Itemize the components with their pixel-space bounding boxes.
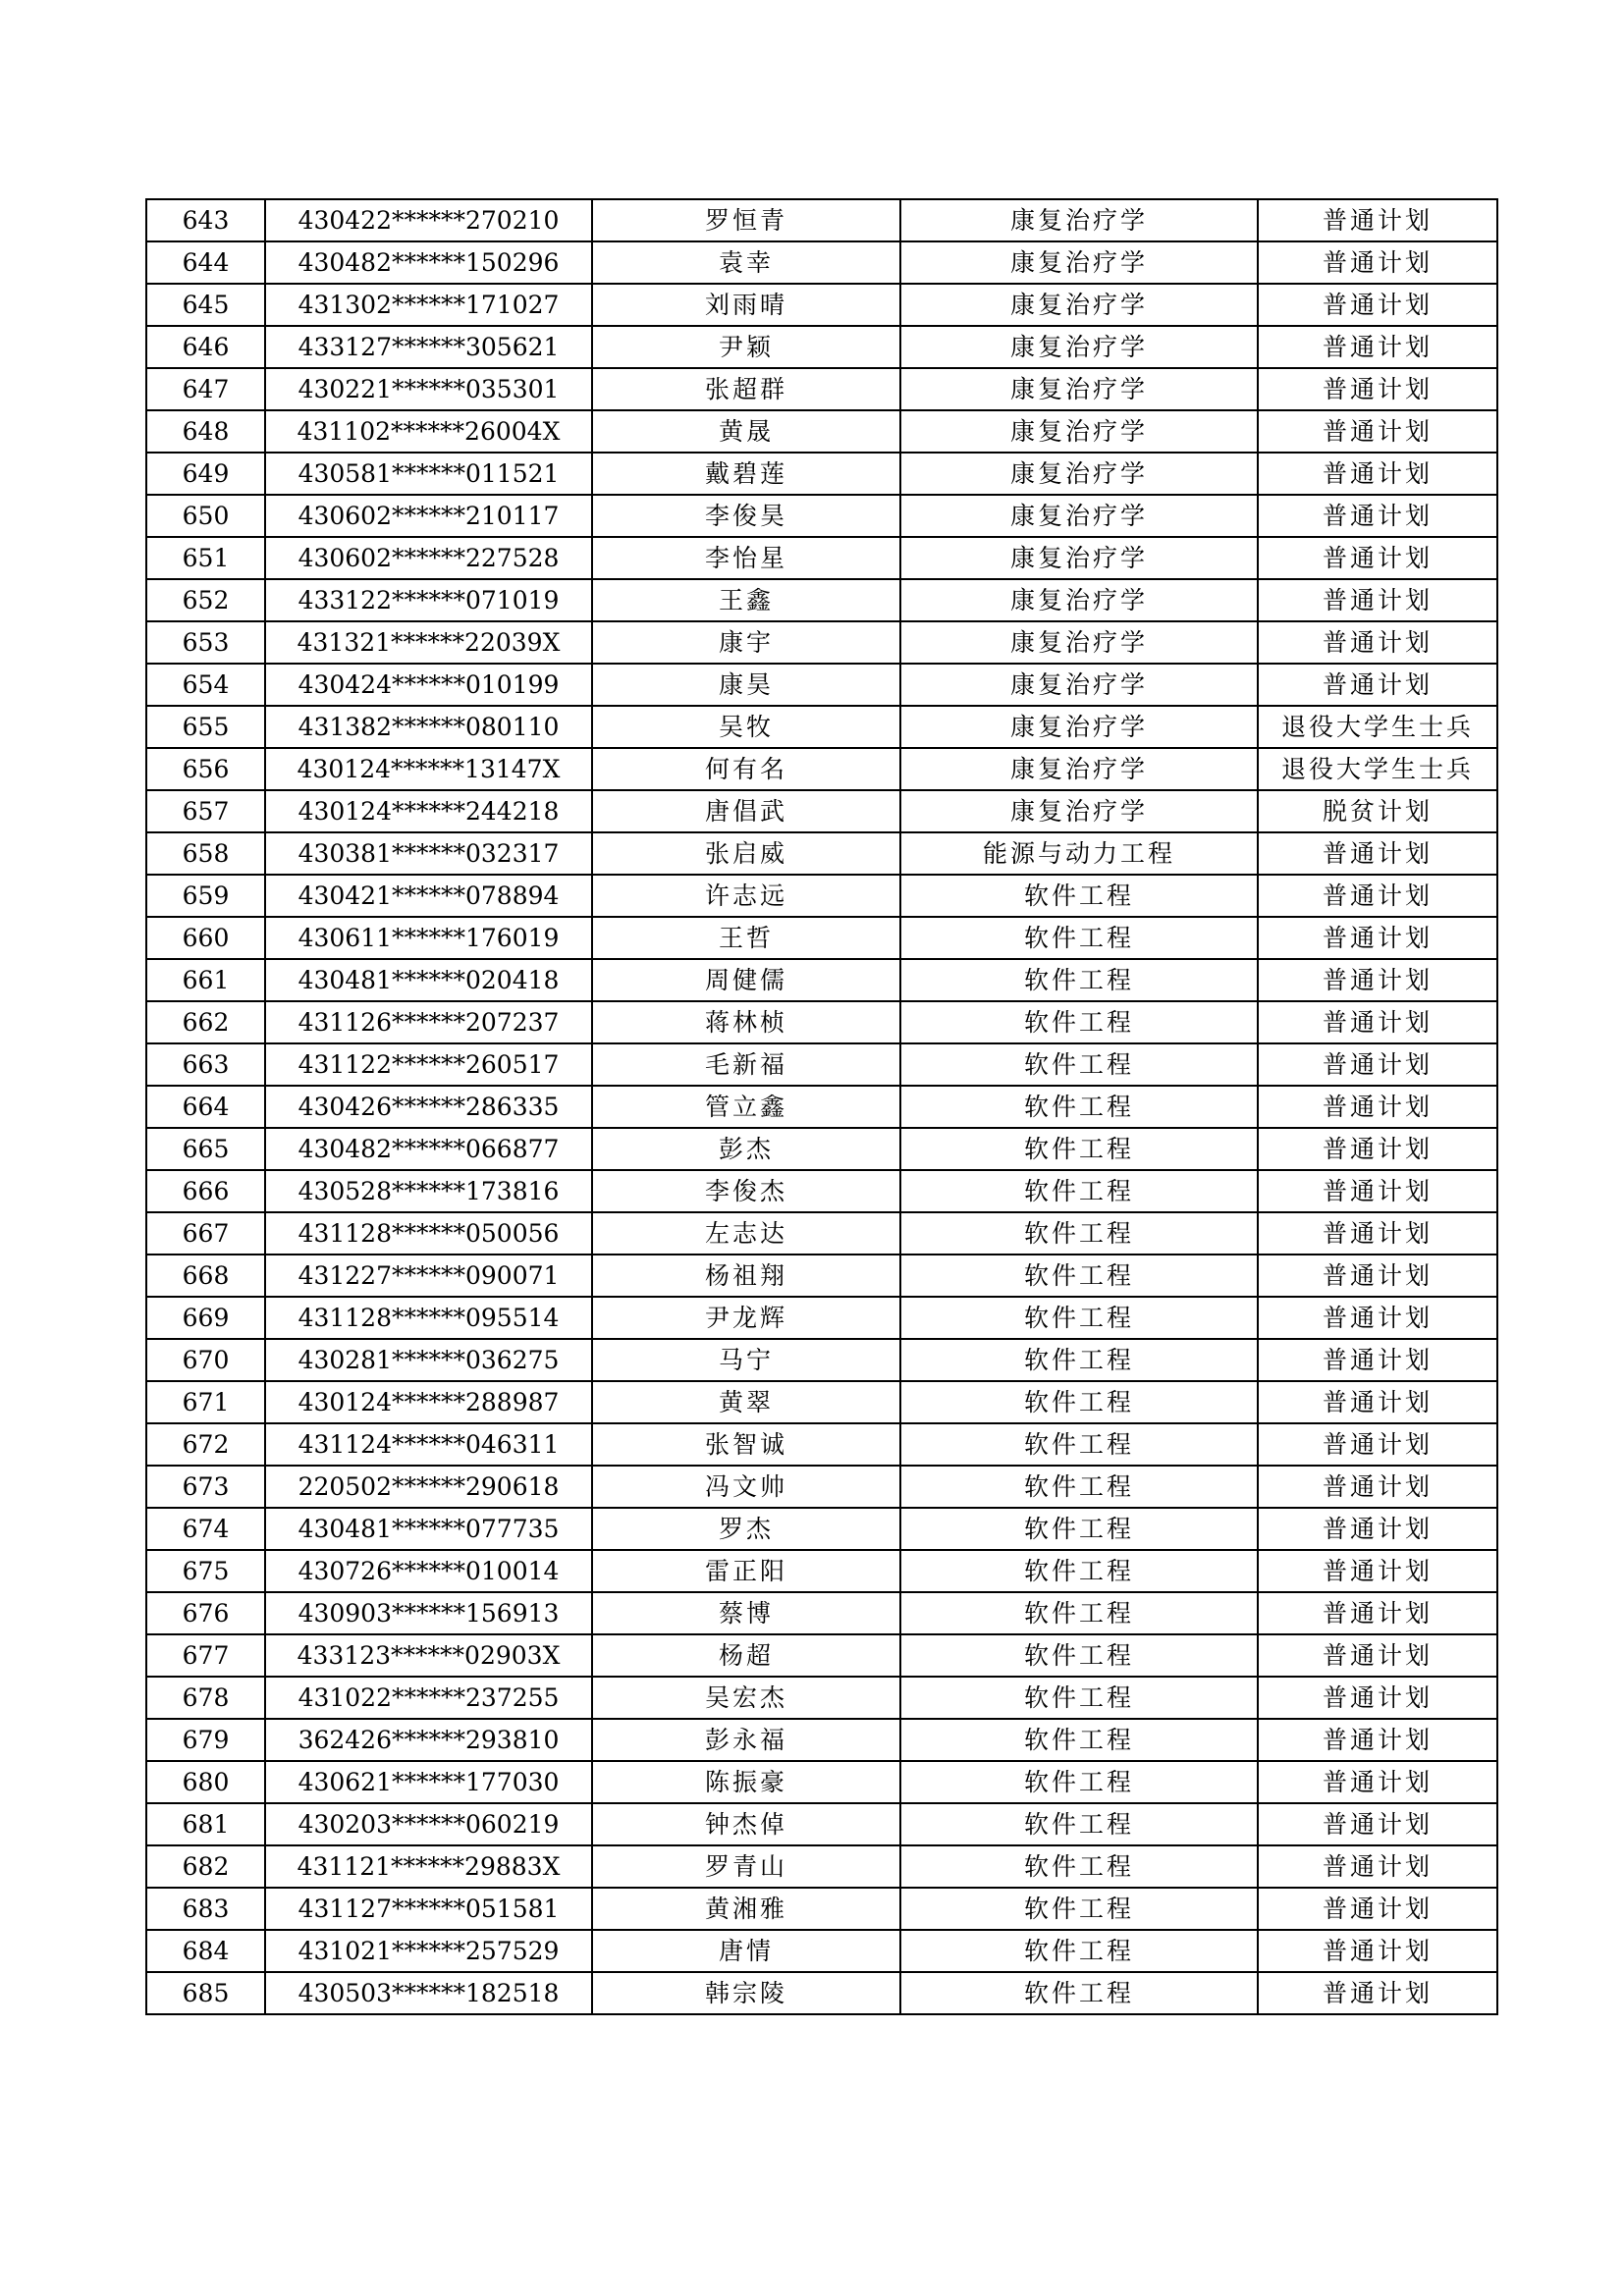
table-row <box>146 875 1497 917</box>
id-number-cell: 431122******260517 <box>265 1043 592 1086</box>
student-name-cell: 黄翠 <box>592 1381 900 1423</box>
row-number-cell: 677 <box>146 1634 265 1677</box>
id-number-cell: 430726******010014 <box>265 1550 592 1592</box>
id-number-cell: 430281******036275 <box>265 1339 592 1381</box>
id-number-cell: 433127******305621 <box>265 326 592 368</box>
table-row <box>146 1128 1497 1170</box>
student-name-cell: 彭永福 <box>592 1719 900 1761</box>
id-number-cell: 430602******227528 <box>265 537 592 579</box>
admission-plan-cell: 普通计划 <box>1258 1803 1497 1845</box>
admission-plan-cell: 普通计划 <box>1258 664 1497 706</box>
major-cell: 软件工程 <box>900 1339 1258 1381</box>
student-name-cell: 彭杰 <box>592 1128 900 1170</box>
table-row <box>146 1972 1497 2014</box>
table-row <box>146 1677 1497 1719</box>
id-number-cell: 433122******071019 <box>265 579 592 621</box>
row-number-cell: 661 <box>146 959 265 1001</box>
admission-plan-cell: 普通计划 <box>1258 199 1497 241</box>
row-number-cell: 645 <box>146 284 265 326</box>
major-cell: 软件工程 <box>900 1170 1258 1212</box>
major-cell: 康复治疗学 <box>900 453 1258 495</box>
major-cell: 软件工程 <box>900 917 1258 959</box>
major-cell: 软件工程 <box>900 1381 1258 1423</box>
table-row <box>146 1339 1497 1381</box>
major-cell: 软件工程 <box>900 959 1258 1001</box>
student-name-cell: 尹龙辉 <box>592 1297 900 1339</box>
admission-plan-cell: 普通计划 <box>1258 1212 1497 1255</box>
admission-plan-cell: 普通计划 <box>1258 621 1497 664</box>
id-number-cell: 430203******060219 <box>265 1803 592 1845</box>
admission-plan-cell: 普通计划 <box>1258 959 1497 1001</box>
student-name-cell: 陈振豪 <box>592 1761 900 1803</box>
row-number-cell: 650 <box>146 495 265 537</box>
id-number-cell: 430422******270210 <box>265 199 592 241</box>
major-cell: 康复治疗学 <box>900 579 1258 621</box>
student-name-cell: 吴牧 <box>592 706 900 748</box>
student-name-cell: 雷正阳 <box>592 1550 900 1592</box>
table-row <box>146 1381 1497 1423</box>
id-number-cell: 430426******286335 <box>265 1086 592 1128</box>
row-number-cell: 655 <box>146 706 265 748</box>
id-number-cell: 430581******011521 <box>265 453 592 495</box>
id-number-cell: 430124******288987 <box>265 1381 592 1423</box>
row-number-cell: 685 <box>146 1972 265 2014</box>
row-number-cell: 673 <box>146 1466 265 1508</box>
table-row <box>146 410 1497 453</box>
student-name-cell: 冯文帅 <box>592 1466 900 1508</box>
major-cell: 康复治疗学 <box>900 199 1258 241</box>
row-number-cell: 679 <box>146 1719 265 1761</box>
row-number-cell: 654 <box>146 664 265 706</box>
admission-plan-cell: 普通计划 <box>1258 1086 1497 1128</box>
major-cell: 康复治疗学 <box>900 664 1258 706</box>
table-row <box>146 664 1497 706</box>
id-number-cell: 431102******26004X <box>265 410 592 453</box>
admission-plan-cell: 普通计划 <box>1258 368 1497 410</box>
admission-plan-cell: 普通计划 <box>1258 1339 1497 1381</box>
admission-plan-cell: 退役大学生士兵 <box>1258 748 1497 790</box>
row-number-cell: 683 <box>146 1888 265 1930</box>
major-cell: 康复治疗学 <box>900 790 1258 832</box>
major-cell: 软件工程 <box>900 1423 1258 1466</box>
student-name-cell: 王鑫 <box>592 579 900 621</box>
admission-plan-cell: 普通计划 <box>1258 1634 1497 1677</box>
major-cell: 康复治疗学 <box>900 537 1258 579</box>
table-row <box>146 748 1497 790</box>
admission-plan-cell: 脱贫计划 <box>1258 790 1497 832</box>
row-number-cell: 647 <box>146 368 265 410</box>
major-cell: 软件工程 <box>900 1508 1258 1550</box>
admission-plan-cell: 普通计划 <box>1258 1930 1497 1972</box>
id-number-cell: 430424******010199 <box>265 664 592 706</box>
admission-plan-cell: 普通计划 <box>1258 1255 1497 1297</box>
table-row <box>146 959 1497 1001</box>
table-row <box>146 1888 1497 1930</box>
student-name-cell: 杨超 <box>592 1634 900 1677</box>
student-name-cell: 罗杰 <box>592 1508 900 1550</box>
table-row <box>146 1297 1497 1339</box>
admission-plan-cell: 退役大学生士兵 <box>1258 706 1497 748</box>
admission-plan-cell: 普通计划 <box>1258 579 1497 621</box>
id-number-cell: 431021******257529 <box>265 1930 592 1972</box>
student-name-cell: 康宇 <box>592 621 900 664</box>
admission-plan-cell: 普通计划 <box>1258 1719 1497 1761</box>
row-number-cell: 665 <box>146 1128 265 1170</box>
major-cell: 康复治疗学 <box>900 748 1258 790</box>
table-row <box>146 832 1497 875</box>
table-row <box>146 1592 1497 1634</box>
row-number-cell: 670 <box>146 1339 265 1381</box>
major-cell: 能源与动力工程 <box>900 832 1258 875</box>
id-number-cell: 430481******020418 <box>265 959 592 1001</box>
student-name-cell: 黄晟 <box>592 410 900 453</box>
table-row <box>146 1508 1497 1550</box>
id-number-cell: 430503******182518 <box>265 1972 592 2014</box>
admission-plan-cell: 普通计划 <box>1258 1761 1497 1803</box>
major-cell: 软件工程 <box>900 1761 1258 1803</box>
admission-plan-cell: 普通计划 <box>1258 1508 1497 1550</box>
major-cell: 软件工程 <box>900 1634 1258 1677</box>
row-number-cell: 681 <box>146 1803 265 1845</box>
row-number-cell: 658 <box>146 832 265 875</box>
admission-plan-cell: 普通计划 <box>1258 1001 1497 1043</box>
major-cell: 软件工程 <box>900 1297 1258 1339</box>
id-number-cell: 431124******046311 <box>265 1423 592 1466</box>
row-number-cell: 674 <box>146 1508 265 1550</box>
row-number-cell: 672 <box>146 1423 265 1466</box>
major-cell: 软件工程 <box>900 1677 1258 1719</box>
major-cell: 康复治疗学 <box>900 495 1258 537</box>
major-cell: 软件工程 <box>900 1888 1258 1930</box>
row-number-cell: 684 <box>146 1930 265 1972</box>
id-number-cell: 431321******22039X <box>265 621 592 664</box>
table-row <box>146 326 1497 368</box>
id-number-cell: 220502******290618 <box>265 1466 592 1508</box>
table-row <box>146 917 1497 959</box>
major-cell: 康复治疗学 <box>900 706 1258 748</box>
student-name-cell: 李俊杰 <box>592 1170 900 1212</box>
table-row <box>146 1466 1497 1508</box>
table-row <box>146 1803 1497 1845</box>
student-name-cell: 马宁 <box>592 1339 900 1381</box>
table-row <box>146 579 1497 621</box>
student-name-cell: 李怡星 <box>592 537 900 579</box>
student-name-cell: 周健儒 <box>592 959 900 1001</box>
admission-plan-cell: 普通计划 <box>1258 1423 1497 1466</box>
id-number-cell: 430602******210117 <box>265 495 592 537</box>
student-name-cell: 尹颖 <box>592 326 900 368</box>
table-row <box>146 537 1497 579</box>
row-number-cell: 660 <box>146 917 265 959</box>
row-number-cell: 656 <box>146 748 265 790</box>
major-cell: 康复治疗学 <box>900 326 1258 368</box>
admission-plan-cell: 普通计划 <box>1258 1128 1497 1170</box>
major-cell: 软件工程 <box>900 1592 1258 1634</box>
row-number-cell: 662 <box>146 1001 265 1043</box>
id-number-cell: 430481******077735 <box>265 1508 592 1550</box>
row-number-cell: 664 <box>146 1086 265 1128</box>
student-name-cell: 何有名 <box>592 748 900 790</box>
id-number-cell: 430621******177030 <box>265 1761 592 1803</box>
student-name-cell: 杨祖翔 <box>592 1255 900 1297</box>
id-number-cell: 430611******176019 <box>265 917 592 959</box>
id-number-cell: 430482******066877 <box>265 1128 592 1170</box>
admission-plan-cell: 普通计划 <box>1258 495 1497 537</box>
major-cell: 软件工程 <box>900 1255 1258 1297</box>
student-name-cell: 吴宏杰 <box>592 1677 900 1719</box>
id-number-cell: 431126******207237 <box>265 1001 592 1043</box>
table-row <box>146 1043 1497 1086</box>
admission-plan-cell: 普通计划 <box>1258 410 1497 453</box>
admission-plan-cell: 普通计划 <box>1258 1845 1497 1888</box>
major-cell: 软件工程 <box>900 1128 1258 1170</box>
student-name-cell: 毛新福 <box>592 1043 900 1086</box>
table-row <box>146 495 1497 537</box>
student-name-cell: 李俊昊 <box>592 495 900 537</box>
major-cell: 软件工程 <box>900 1001 1258 1043</box>
table-row <box>146 1930 1497 1972</box>
row-number-cell: 644 <box>146 241 265 284</box>
admission-plan-cell: 普通计划 <box>1258 241 1497 284</box>
major-cell: 软件工程 <box>900 1845 1258 1888</box>
table-row <box>146 1086 1497 1128</box>
id-number-cell: 431227******090071 <box>265 1255 592 1297</box>
table-row <box>146 790 1497 832</box>
student-name-cell: 蒋林桢 <box>592 1001 900 1043</box>
table-row <box>146 1761 1497 1803</box>
student-name-cell: 康昊 <box>592 664 900 706</box>
admission-plan-cell: 普通计划 <box>1258 1043 1497 1086</box>
id-number-cell: 431302******171027 <box>265 284 592 326</box>
id-number-cell: 431022******237255 <box>265 1677 592 1719</box>
major-cell: 软件工程 <box>900 875 1258 917</box>
admission-plan-cell: 普通计划 <box>1258 832 1497 875</box>
table-row <box>146 1634 1497 1677</box>
admission-plan-cell: 普通计划 <box>1258 875 1497 917</box>
table-row <box>146 453 1497 495</box>
table-row <box>146 1845 1497 1888</box>
id-number-cell: 431127******051581 <box>265 1888 592 1930</box>
student-name-cell: 唐倡武 <box>592 790 900 832</box>
major-cell: 康复治疗学 <box>900 368 1258 410</box>
student-table <box>145 198 1498 2015</box>
row-number-cell: 657 <box>146 790 265 832</box>
major-cell: 软件工程 <box>900 1466 1258 1508</box>
admission-plan-cell: 普通计划 <box>1258 1297 1497 1339</box>
admission-plan-cell: 普通计划 <box>1258 537 1497 579</box>
row-number-cell: 675 <box>146 1550 265 1592</box>
id-number-cell: 431121******29883X <box>265 1845 592 1888</box>
admission-plan-cell: 普通计划 <box>1258 326 1497 368</box>
row-number-cell: 643 <box>146 199 265 241</box>
student-name-cell: 袁幸 <box>592 241 900 284</box>
table-row <box>146 1719 1497 1761</box>
major-cell: 软件工程 <box>900 1930 1258 1972</box>
student-name-cell: 戴碧莲 <box>592 453 900 495</box>
row-number-cell: 652 <box>146 579 265 621</box>
admission-plan-cell: 普通计划 <box>1258 1972 1497 2014</box>
table-row <box>146 1550 1497 1592</box>
id-number-cell: 362426******293810 <box>265 1719 592 1761</box>
table-row <box>146 199 1497 241</box>
table-row <box>146 1255 1497 1297</box>
id-number-cell: 430124******13147X <box>265 748 592 790</box>
id-number-cell: 430903******156913 <box>265 1592 592 1634</box>
row-number-cell: 653 <box>146 621 265 664</box>
major-cell: 软件工程 <box>900 1972 1258 2014</box>
row-number-cell: 666 <box>146 1170 265 1212</box>
student-name-cell: 左志达 <box>592 1212 900 1255</box>
table-row <box>146 284 1497 326</box>
row-number-cell: 668 <box>146 1255 265 1297</box>
student-name-cell: 蔡博 <box>592 1592 900 1634</box>
major-cell: 软件工程 <box>900 1550 1258 1592</box>
admission-plan-cell: 普通计划 <box>1258 1592 1497 1634</box>
major-cell: 软件工程 <box>900 1043 1258 1086</box>
student-name-cell: 罗恒青 <box>592 199 900 241</box>
row-number-cell: 680 <box>146 1761 265 1803</box>
row-number-cell: 651 <box>146 537 265 579</box>
admission-plan-cell: 普通计划 <box>1258 1170 1497 1212</box>
table-row <box>146 1423 1497 1466</box>
row-number-cell: 646 <box>146 326 265 368</box>
table-row <box>146 241 1497 284</box>
admission-plan-cell: 普通计划 <box>1258 1888 1497 1930</box>
id-number-cell: 430381******032317 <box>265 832 592 875</box>
major-cell: 软件工程 <box>900 1212 1258 1255</box>
row-number-cell: 659 <box>146 875 265 917</box>
table-row <box>146 368 1497 410</box>
admission-plan-cell: 普通计划 <box>1258 284 1497 326</box>
major-cell: 康复治疗学 <box>900 241 1258 284</box>
student-name-cell: 许志远 <box>592 875 900 917</box>
student-name-cell: 张智诚 <box>592 1423 900 1466</box>
major-cell: 软件工程 <box>900 1803 1258 1845</box>
admission-plan-cell: 普通计划 <box>1258 1550 1497 1592</box>
student-table-body <box>146 199 1497 2014</box>
table-row <box>146 1170 1497 1212</box>
row-number-cell: 676 <box>146 1592 265 1634</box>
id-number-cell: 430221******035301 <box>265 368 592 410</box>
table-row <box>146 1001 1497 1043</box>
row-number-cell: 649 <box>146 453 265 495</box>
major-cell: 康复治疗学 <box>900 410 1258 453</box>
student-name-cell: 管立鑫 <box>592 1086 900 1128</box>
row-number-cell: 678 <box>146 1677 265 1719</box>
row-number-cell: 667 <box>146 1212 265 1255</box>
table-row <box>146 1212 1497 1255</box>
id-number-cell: 430528******173816 <box>265 1170 592 1212</box>
major-cell: 康复治疗学 <box>900 621 1258 664</box>
student-name-cell: 刘雨晴 <box>592 284 900 326</box>
student-name-cell: 罗青山 <box>592 1845 900 1888</box>
id-number-cell: 433123******02903X <box>265 1634 592 1677</box>
id-number-cell: 431128******095514 <box>265 1297 592 1339</box>
table-row <box>146 621 1497 664</box>
id-number-cell: 431382******080110 <box>265 706 592 748</box>
admission-plan-cell: 普通计划 <box>1258 453 1497 495</box>
major-cell: 软件工程 <box>900 1719 1258 1761</box>
student-name-cell: 黄湘雅 <box>592 1888 900 1930</box>
row-number-cell: 671 <box>146 1381 265 1423</box>
id-number-cell: 430482******150296 <box>265 241 592 284</box>
row-number-cell: 663 <box>146 1043 265 1086</box>
admission-plan-cell: 普通计划 <box>1258 1466 1497 1508</box>
student-name-cell: 钟杰倬 <box>592 1803 900 1845</box>
student-name-cell: 唐情 <box>592 1930 900 1972</box>
student-name-cell: 张启威 <box>592 832 900 875</box>
admission-plan-cell: 普通计划 <box>1258 917 1497 959</box>
major-cell: 软件工程 <box>900 1086 1258 1128</box>
admission-plan-cell: 普通计划 <box>1258 1677 1497 1719</box>
student-name-cell: 韩宗陵 <box>592 1972 900 2014</box>
table-row <box>146 706 1497 748</box>
row-number-cell: 669 <box>146 1297 265 1339</box>
student-name-cell: 王哲 <box>592 917 900 959</box>
student-name-cell: 张超群 <box>592 368 900 410</box>
major-cell: 康复治疗学 <box>900 284 1258 326</box>
id-number-cell: 430124******244218 <box>265 790 592 832</box>
row-number-cell: 682 <box>146 1845 265 1888</box>
id-number-cell: 430421******078894 <box>265 875 592 917</box>
row-number-cell: 648 <box>146 410 265 453</box>
admission-plan-cell: 普通计划 <box>1258 1381 1497 1423</box>
id-number-cell: 431128******050056 <box>265 1212 592 1255</box>
